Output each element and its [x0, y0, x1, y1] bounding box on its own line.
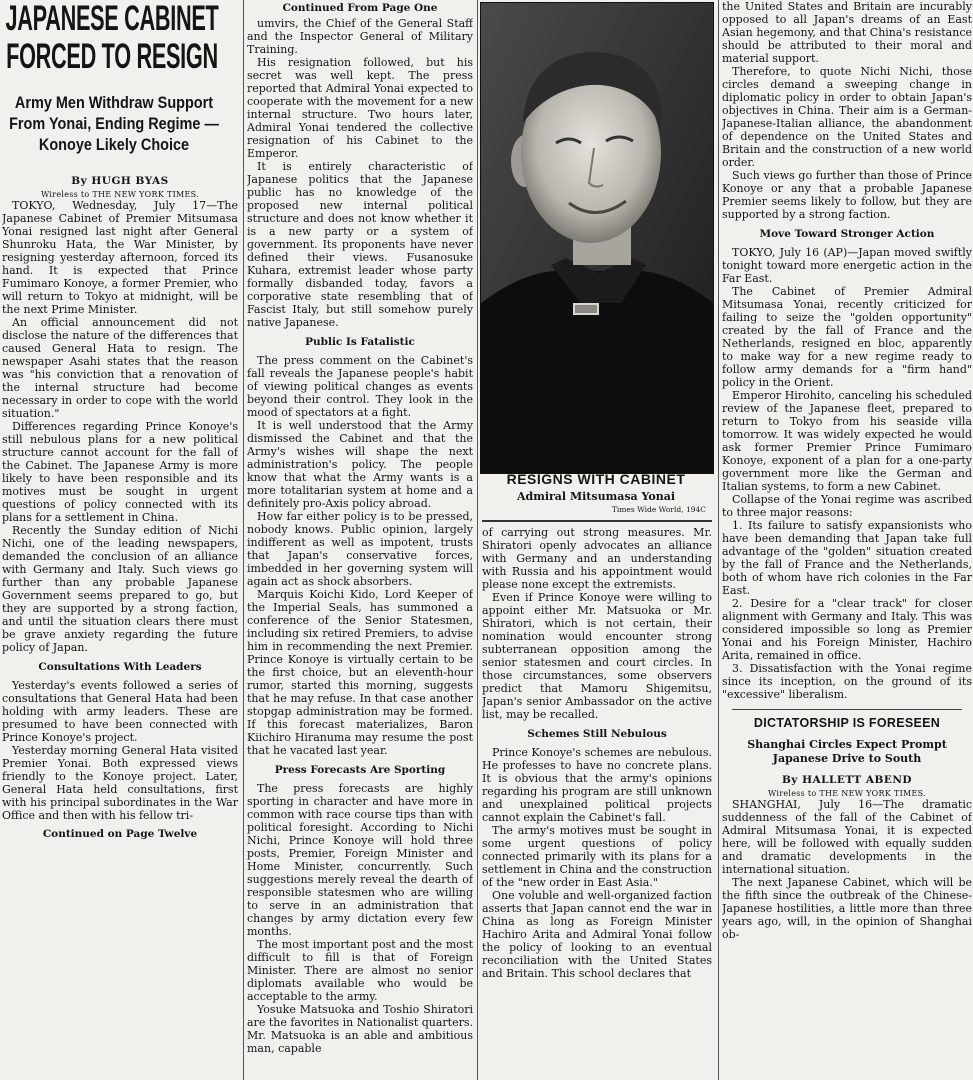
paragraph: The most important post and the most difficult to fill is that of Foreign Minister. There are almost no senior diplomats available who would be acceptable to the army.	[247, 938, 473, 1003]
byline: By HUGH BYAS	[71, 175, 169, 187]
column-rule	[477, 0, 478, 1080]
paragraph: The press forecasts are highly sporting in character and have more in common with race course tips than with political foresight. According to Nichi Nichi, Prince Konoye will hold three posts, Premier, Foreign Minister and Home Minister, concurrently. Such suggestions merely reveal the dearth of responsible statesmen who are willing to serve in an administration that changes by army dictation every few months.	[247, 782, 473, 938]
paragraph: Even if Prince Konoye were willing to appoint either Mr. Matsuoka or Mr. Shiratori, which is not certain, their nomination would encounter strong subterranean opposition among the senior statesmen and court circles. In those circumstances, some observers predict that Mamoru Shigemitsu, Japan's senior Ambassador on the active list, may be recalled.	[482, 591, 712, 721]
paragraph: Yesterday's events followed a series of consultations that General Hata had been holding with army leaders. These are presumed to have been connected with Prince Konoye's project.	[2, 679, 238, 744]
section-subhead: Public Is Fatalistic	[305, 336, 415, 348]
paragraph: It is entirely characteristic of Japanese politics that the Japanese public has no knowledge of the proposed new internal political structure and does not know whether it is a new party or a system of government. Its proponents have never defined their views. Fusanosuke Kuhara, extremist leader whose party formally disbanded today, favors a corporative state resembling that of Fascist Italy, but still somehow purely native Japanese.	[247, 160, 473, 329]
section-subhead: Press Forecasts Are Sporting	[274, 764, 446, 776]
paragraph: the United States and Britain are incurably opposed to all Japan's dreams of an East Asian hegemony, and that China's resistance should be attributed to their moral and material support.	[722, 0, 972, 65]
paragraph: TOKYO, Wednesday, July 17—The Japanese Cabinet of Premier Mitsumasa Yonai resigned last night after General Shunroku Hata, the War Minister, by resigning yesterday afternoon, forced its hand. It is expected that Prince Fumimaro Konoye, a former Premier, who will return to Tokyo at midnight, will be the next Prime Minister.	[2, 199, 238, 316]
paragraph: Yosuke Matsuoka and Toshio Shiratori are the favorites in Nationalist quarters. Mr. Matsuoka is an able and ambitious man, capable	[247, 1003, 473, 1055]
paragraph: Recently the Sunday edition of Nichi Nichi, one of the leading newspapers, demanded the conclusion of an alliance with Germany and Italy. Such views go further than any probable Japanese Government seems prepared to go, but they are supported by a strong faction, and until the situation clears there must be grave anxiety regarding the future policy of Japan.	[2, 524, 238, 654]
paragraph: One voluble and well-organized faction asserts that Japan cannot end the war in China as long as Foreign Minister Hachiro Arita and Admiral Yonai follow the policy of looking to an eventual reconciliation with the United States and Britain. This school declares that	[482, 889, 712, 980]
photo-credit: Times Wide World, 194C	[611, 505, 706, 514]
continued-on-label: Continued on Page Twelve	[42, 828, 198, 840]
column-2	[247, 0, 473, 1080]
paragraph: It is well understood that the Army dismissed the Cabinet and that the Army's wishes will shape the next administration's policy. The people know that what the Army wants is a more totalitarian system at home and a definitely pro-Axis policy abroad.	[247, 419, 473, 510]
paragraph: Differences regarding Prince Konoye's still nebulous plans for a new political structure cannot account for the fall of the Cabinet. The Japanese Army is more likely to have been responsible and its motives must be sought in urgent questions of policy connected with its plans for a settlement in China.	[2, 420, 238, 524]
paragraph: TOKYO, July 16 (AP)—Japan moved swiftly tonight toward more energetic action in the Far East.	[722, 246, 972, 285]
column-1	[2, 0, 238, 1080]
section-subhead: Schemes Still Nebulous	[527, 728, 667, 740]
paragraph: Prince Konoye's schemes are nebulous. He professes to have no concrete plans. It is obvious that the army's opinions regarding his program are still unknown and unexplained political projects cannot explain the Cabinet's fall.	[482, 746, 712, 824]
paragraph: The Cabinet of Premier Admiral Mitsumasa Yonai, recently criticized for failing to seize the "golden opportunity" created by the fall of France and the Netherlands, resigned en bloc, apparently to make way for a new regime ready to follow army demands for a "firm hand" policy in the Orient.	[722, 285, 972, 389]
article-divider	[732, 709, 962, 710]
paragraph: An official announcement did not disclose the nature of the differences that caused General Hata to resign. The newspaper Asahi states that the reason was "his conviction that a renovation of the internal structure had become necessary in order to cope with the world situation."	[2, 316, 238, 420]
photo-caption-name: Admiral Mitsumasa Yonai	[516, 490, 676, 503]
subheadline: Army Men Withdraw Support From Yonai, Ending Regime —Konoye Likely Choice	[9, 93, 219, 154]
second-wire-credit: Wireless to THE NEW YORK TIMES.	[767, 789, 927, 798]
paragraph: Such views go further than those of Prince Konoye or any that a probable Japanese Premier seems likely to follow, but they are supported by a strong faction.	[722, 169, 972, 221]
column-rule	[243, 0, 244, 1080]
paragraph: Therefore, to quote Nichi Nichi, those circles demand a sweeping change in diplomatic policy in order to obtain Japan's objectives in China. Their aim is a German-Japanese-Italian alliance, the abandonment of dependence on the United States and Britain and the construction of a new world order.	[722, 65, 972, 169]
second-subheadline: Shanghai Circles Expect Prompt Japanese Drive to South	[747, 738, 947, 765]
paragraph: 1. Its failure to satisfy expansionists who have been demanding that Japan take full advantage of the "golden" situation created by the fall of France and the Netherlands, both of whom have rich colonies in the Far East.	[722, 519, 972, 597]
portrait-illustration	[481, 3, 713, 473]
paragraph: umvirs, the Chief of the General Staff and the Inspector General of Military Training.	[247, 17, 473, 56]
photo-divider	[482, 520, 712, 522]
column-rule	[718, 0, 719, 1080]
paragraph: The press comment on the Cabinet's fall reveals the Japanese people's habit of viewing political changes as events beyond their control. They look in the mood of spectators at a fight.	[247, 354, 473, 419]
wire-credit: Wireless to THE NEW YORK TIMES.	[40, 190, 200, 199]
section-subhead: Move Toward Stronger Action	[759, 228, 935, 240]
portrait-photo	[480, 2, 714, 474]
paragraph: His resignation followed, but his secret was well kept. The press reported that Admiral Yonai expected to cooperate with the movement for a new internal structure. Two hours later, Admiral Yonai tendered the collective resignation of his Cabinet to the Emperor.	[247, 56, 473, 160]
paragraph: Emperor Hirohito, canceling his scheduled review of the Japanese fleet, prepared to return to Tokyo from his seaside villa tomorrow. It was widely expected he would ask former Premier Prince Fumimaro Konoye, exponent of a plan for a one-party government more like the German and Italian systems, to form a new Cabinet.	[722, 389, 972, 493]
column-3	[482, 526, 712, 1080]
photo-caption-title: RESIGNS WITH CABINET	[506, 471, 686, 487]
paragraph: How far either policy is to be pressed, nobody knows. Public opinion, largely indifferent as well as impotent, trusts that Japan's conservative forces, imbedded in her governing system will again act as shock absorbers.	[247, 510, 473, 588]
continued-from-label: Continued From Page One	[282, 2, 438, 14]
section-subhead: Consultations With Leaders	[38, 661, 202, 673]
column-4	[722, 0, 972, 1080]
paragraph: Collapse of the Yonai regime was ascribed to three major reasons:	[722, 493, 972, 519]
paragraph: SHANGHAI, July 16—The dramatic suddenness of the fall of the Cabinet of Admiral Mitsumasa Yonai, it is expected here, will be followed with equally sudden and dramatic developments in the international situation.	[722, 798, 972, 876]
paragraph: Marquis Koichi Kido, Lord Keeper of the Imperial Seals, has summoned a conference of the Senior Statesmen, including six retired Premiers, to advise him in recommending the next Premier. Prince Konoye is virtually certain to be the first choice, but an eleventh-hour rumor, started this morning, suggests that he may refuse. In that case another stopgap administration may be formed. If this forecast materializes, Baron Kiichiro Hiranuma may resume the post that he vacated last year.	[247, 588, 473, 757]
headline: JAPANESE CABINET FORCED TO RESIGN	[5, 0, 219, 76]
paragraph: The army's motives must be sought in some urgent questions of policy connected primarily with its plans for a settlement in China and the construction of the "new order in East Asia."	[482, 824, 712, 889]
paragraph: Yesterday morning General Hata visited Premier Yonai. Both expressed views friendly to the Konoye project. Later, General Hata held consultations, first with his principal subordinates in the War Office and then with his fellow tri-	[2, 744, 238, 822]
second-byline: By HALLETT ABEND	[781, 774, 913, 786]
paragraph: The next Japanese Cabinet, which will be the fifth since the outbreak of the Chinese-Japanese hostilities, a little more than three years ago, will, in the opinion of Shanghai ob-	[722, 876, 972, 941]
paragraph: of carrying out strong measures. Mr. Shiratori openly advocates an alliance with Germany and an understanding with Russia and his appointment would please none except the extremists.	[482, 526, 712, 591]
second-headline: DICTATORSHIP IS FORESEEN	[753, 716, 941, 730]
paragraph: 3. Dissatisfaction with the Yonai regime since its inception, on the ground of its "excessive" liberalism.	[722, 662, 972, 701]
paragraph: 2. Desire for a "clear track" for closer alignment with Germany and Italy. This was considered impossible so long as Premier Yonai and his Foreign Minister, Hachiro Arita, remained in office.	[722, 597, 972, 662]
